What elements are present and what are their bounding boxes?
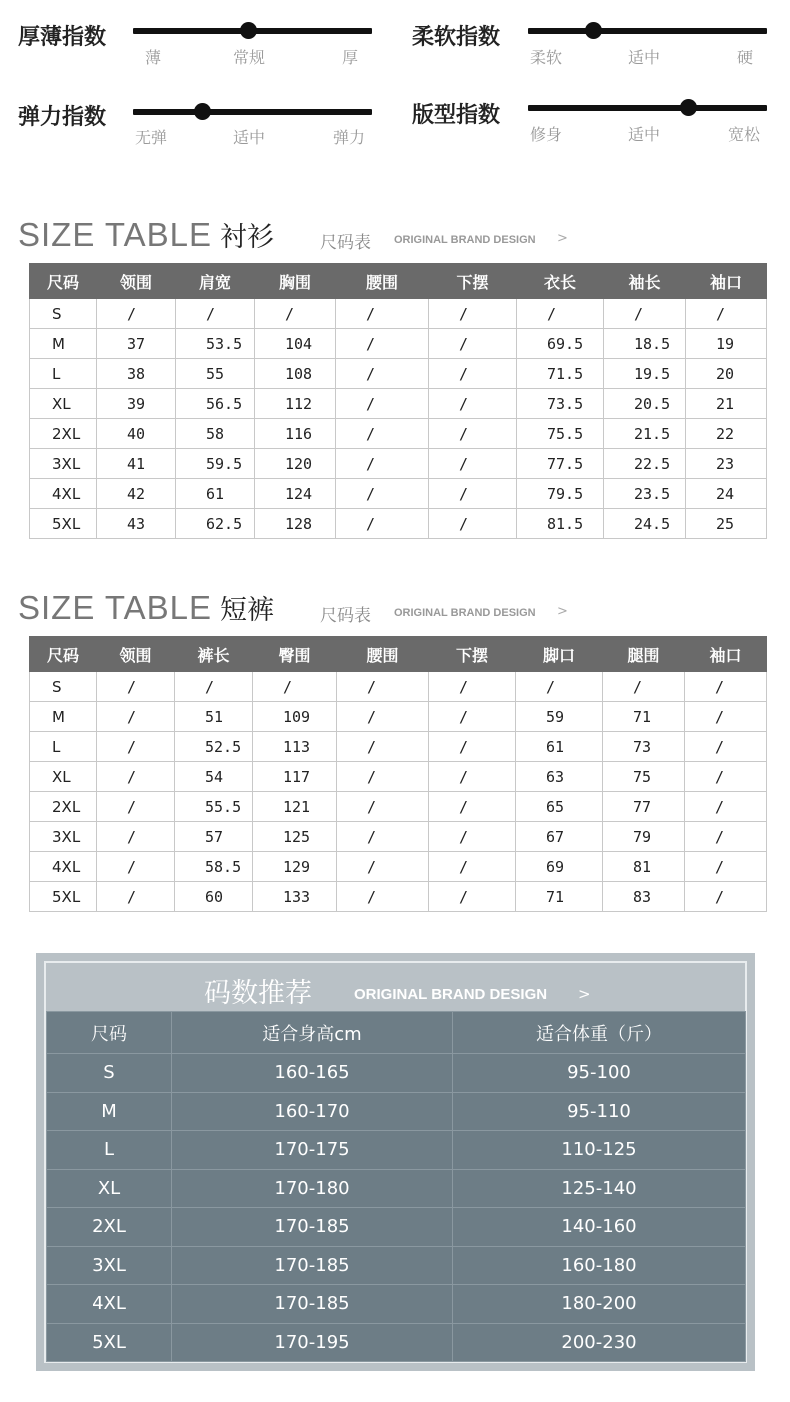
table-row bbox=[30, 449, 767, 479]
value-cell: 51 bbox=[175, 702, 253, 732]
value-cell: / bbox=[97, 702, 175, 732]
value-cell: 117 bbox=[253, 762, 337, 792]
value-cell: 20.5 bbox=[604, 389, 686, 419]
size-recommend-brand: ORIGINAL BRAND DESIGN bbox=[354, 986, 548, 1003]
size-recommend-table bbox=[46, 1011, 746, 1362]
table-row bbox=[47, 1092, 746, 1131]
value-cell: 95-100 bbox=[453, 1054, 746, 1093]
value-cell: / bbox=[97, 882, 175, 912]
table-header-cell: 袖长 bbox=[604, 264, 686, 299]
table-header-cell: 腰围 bbox=[337, 637, 429, 672]
size-cell: 3XL bbox=[30, 449, 97, 479]
index-title: 弹力指数 bbox=[18, 105, 107, 130]
table-header-cell: 臀围 bbox=[253, 637, 337, 672]
value-cell: 170-185 bbox=[172, 1208, 453, 1247]
value-cell: / bbox=[337, 732, 429, 762]
size-cell: 2XL bbox=[30, 792, 97, 822]
value-cell: / bbox=[429, 329, 517, 359]
table-row bbox=[30, 852, 767, 882]
value-cell: / bbox=[337, 702, 429, 732]
table-row bbox=[30, 299, 767, 329]
value-cell: 200-230 bbox=[453, 1323, 746, 1362]
value-cell: / bbox=[429, 389, 517, 419]
value-cell: 23.5 bbox=[604, 479, 686, 509]
size-cell: L bbox=[30, 732, 97, 762]
value-cell: 61 bbox=[516, 732, 603, 762]
table-header-cell: 尺码 bbox=[30, 637, 97, 672]
value-cell: 170-185 bbox=[172, 1285, 453, 1324]
size-cell: M bbox=[47, 1092, 172, 1131]
value-cell: 55.5 bbox=[175, 792, 253, 822]
table-row bbox=[30, 702, 767, 732]
chevron-right-icon: > bbox=[578, 985, 591, 1003]
size-cell: 4XL bbox=[30, 479, 97, 509]
value-cell: / bbox=[429, 852, 516, 882]
table-row bbox=[30, 672, 767, 702]
size-cell: S bbox=[30, 299, 97, 329]
value-cell: 37 bbox=[97, 329, 176, 359]
value-cell: 62.5 bbox=[176, 509, 255, 539]
shorts-section-title bbox=[18, 588, 274, 627]
value-cell: 71.5 bbox=[517, 359, 604, 389]
section-title-en: SIZE TABLE bbox=[18, 589, 213, 626]
section-title-en: SIZE TABLE bbox=[18, 216, 213, 253]
value-cell: 61 bbox=[176, 479, 255, 509]
table-row bbox=[30, 479, 767, 509]
index-label-low: 无弹 bbox=[135, 128, 168, 147]
value-cell: / bbox=[603, 672, 685, 702]
value-cell: 41 bbox=[97, 449, 176, 479]
table-header-cell: 尺码 bbox=[30, 264, 97, 299]
value-cell: 24 bbox=[686, 479, 767, 509]
index-track bbox=[528, 28, 767, 34]
table-header-row bbox=[30, 264, 767, 299]
section-brand: ORIGINAL BRAND DESIGN bbox=[394, 607, 536, 619]
index-label-mid: 适中 bbox=[628, 48, 661, 67]
value-cell: 58.5 bbox=[175, 852, 253, 882]
value-cell: / bbox=[336, 479, 429, 509]
value-cell: 170-195 bbox=[172, 1323, 453, 1362]
value-cell: / bbox=[337, 672, 429, 702]
size-cell: M bbox=[30, 329, 97, 359]
table-row bbox=[30, 792, 767, 822]
value-cell: 77 bbox=[603, 792, 685, 822]
size-cell: S bbox=[47, 1054, 172, 1093]
shirt-size-table bbox=[29, 263, 767, 539]
value-cell: / bbox=[429, 359, 517, 389]
value-cell: 19.5 bbox=[604, 359, 686, 389]
index-track bbox=[133, 109, 372, 115]
index-label-mid: 适中 bbox=[628, 125, 661, 144]
index-title: 版型指数 bbox=[412, 103, 501, 128]
index-thickness bbox=[0, 0, 395, 80]
value-cell: / bbox=[337, 822, 429, 852]
value-cell: / bbox=[429, 762, 516, 792]
value-cell: / bbox=[429, 732, 516, 762]
value-cell: / bbox=[429, 672, 516, 702]
value-cell: / bbox=[255, 299, 336, 329]
section-brand: ORIGINAL BRAND DESIGN bbox=[394, 234, 536, 246]
value-cell: 59 bbox=[516, 702, 603, 732]
value-cell: 69.5 bbox=[517, 329, 604, 359]
value-cell: / bbox=[97, 672, 175, 702]
value-cell: / bbox=[429, 792, 516, 822]
size-cell: 3XL bbox=[30, 822, 97, 852]
value-cell: 57 bbox=[175, 822, 253, 852]
index-track bbox=[528, 105, 767, 111]
index-label-low: 薄 bbox=[145, 48, 162, 67]
value-cell: 113 bbox=[253, 732, 337, 762]
value-cell: 124 bbox=[255, 479, 336, 509]
chevron-right-icon: > bbox=[557, 231, 568, 246]
value-cell: 77.5 bbox=[517, 449, 604, 479]
value-cell: 109 bbox=[253, 702, 337, 732]
table-row bbox=[30, 389, 767, 419]
table-row bbox=[30, 732, 767, 762]
shirt-section-title bbox=[18, 215, 274, 254]
value-cell: 160-180 bbox=[453, 1246, 746, 1285]
value-cell: / bbox=[685, 702, 767, 732]
table-header-cell: 脚口 bbox=[516, 637, 603, 672]
index-knob bbox=[240, 22, 257, 39]
value-cell: 83 bbox=[603, 882, 685, 912]
table-row bbox=[30, 822, 767, 852]
index-label-mid: 常规 bbox=[233, 48, 266, 67]
value-cell: 38 bbox=[97, 359, 176, 389]
index-elasticity bbox=[0, 80, 395, 160]
value-cell: 71 bbox=[516, 882, 603, 912]
value-cell: / bbox=[429, 822, 516, 852]
table-header-cell: 腿围 bbox=[603, 637, 685, 672]
table-header-cell: 肩宽 bbox=[176, 264, 255, 299]
index-fit bbox=[395, 80, 790, 160]
index-title: 柔软指数 bbox=[412, 25, 501, 50]
size-cell: 5XL bbox=[30, 882, 97, 912]
value-cell: 22 bbox=[686, 419, 767, 449]
value-cell: / bbox=[336, 359, 429, 389]
value-cell: / bbox=[685, 852, 767, 882]
value-cell: 73.5 bbox=[517, 389, 604, 419]
table-header-cell: 下摆 bbox=[429, 264, 517, 299]
value-cell: 75 bbox=[603, 762, 685, 792]
value-cell: / bbox=[429, 299, 517, 329]
index-label-low: 柔软 bbox=[530, 48, 563, 67]
table-row bbox=[30, 762, 767, 792]
index-track bbox=[133, 28, 372, 34]
value-cell: 112 bbox=[255, 389, 336, 419]
value-cell: 63 bbox=[516, 762, 603, 792]
value-cell: / bbox=[604, 299, 686, 329]
value-cell: 21.5 bbox=[604, 419, 686, 449]
size-cell: M bbox=[30, 702, 97, 732]
index-label-high: 厚 bbox=[342, 48, 359, 67]
value-cell: 39 bbox=[97, 389, 176, 419]
index-label-high: 弹力 bbox=[333, 128, 366, 147]
value-cell: / bbox=[337, 762, 429, 792]
table-header-cell: 袖口 bbox=[686, 264, 767, 299]
table-row bbox=[30, 882, 767, 912]
size-cell: S bbox=[30, 672, 97, 702]
value-cell: / bbox=[97, 852, 175, 882]
table-row bbox=[47, 1246, 746, 1285]
table-row bbox=[47, 1208, 746, 1247]
size-cell: L bbox=[47, 1131, 172, 1170]
value-cell: 170-180 bbox=[172, 1169, 453, 1208]
value-cell: / bbox=[516, 672, 603, 702]
value-cell: / bbox=[336, 299, 429, 329]
value-cell: 120 bbox=[255, 449, 336, 479]
value-cell: 53.5 bbox=[176, 329, 255, 359]
value-cell: / bbox=[337, 882, 429, 912]
table-header-row bbox=[30, 637, 767, 672]
section-subtitle: 尺码表 bbox=[320, 233, 371, 253]
table-header-cell: 胸围 bbox=[255, 264, 336, 299]
value-cell: 24.5 bbox=[604, 509, 686, 539]
size-cell: XL bbox=[30, 389, 97, 419]
value-cell: 19 bbox=[686, 329, 767, 359]
value-cell: 79.5 bbox=[517, 479, 604, 509]
size-cell: 5XL bbox=[47, 1323, 172, 1362]
value-cell: / bbox=[685, 762, 767, 792]
table-row bbox=[30, 329, 767, 359]
value-cell: 116 bbox=[255, 419, 336, 449]
size-cell: 5XL bbox=[30, 509, 97, 539]
table-row bbox=[30, 359, 767, 389]
value-cell: 121 bbox=[253, 792, 337, 822]
value-cell: / bbox=[517, 299, 604, 329]
value-cell: 133 bbox=[253, 882, 337, 912]
size-cell: 3XL bbox=[47, 1246, 172, 1285]
value-cell: 180-200 bbox=[453, 1285, 746, 1324]
table-header-cell: 领围 bbox=[97, 264, 176, 299]
value-cell: / bbox=[429, 702, 516, 732]
value-cell: / bbox=[337, 852, 429, 882]
shorts-size-table bbox=[29, 636, 767, 912]
value-cell: 160-170 bbox=[172, 1092, 453, 1131]
value-cell: / bbox=[336, 419, 429, 449]
value-cell: / bbox=[336, 449, 429, 479]
value-cell: 59.5 bbox=[176, 449, 255, 479]
table-row bbox=[47, 1169, 746, 1208]
section-title-cn: 短裤 bbox=[220, 595, 275, 626]
value-cell: 52.5 bbox=[175, 732, 253, 762]
value-cell: / bbox=[336, 329, 429, 359]
size-recommend-title: 码数推荐 bbox=[204, 978, 312, 1009]
size-cell: XL bbox=[47, 1169, 172, 1208]
section-subtitle: 尺码表 bbox=[320, 606, 371, 626]
value-cell: 128 bbox=[255, 509, 336, 539]
value-cell: / bbox=[97, 792, 175, 822]
table-header-cell: 衣长 bbox=[517, 264, 604, 299]
index-knob bbox=[585, 22, 602, 39]
size-recommend-panel bbox=[36, 953, 755, 1371]
value-cell: 25 bbox=[686, 509, 767, 539]
table-header-cell: 领围 bbox=[97, 637, 175, 672]
value-cell: / bbox=[337, 792, 429, 822]
value-cell: / bbox=[429, 449, 517, 479]
value-cell: / bbox=[97, 822, 175, 852]
table-row bbox=[30, 419, 767, 449]
chevron-right-icon: > bbox=[557, 604, 568, 619]
table-row bbox=[30, 509, 767, 539]
index-softness bbox=[395, 0, 790, 80]
size-cell: L bbox=[30, 359, 97, 389]
value-cell: 104 bbox=[255, 329, 336, 359]
value-cell: / bbox=[97, 299, 176, 329]
table-header-cell: 腰围 bbox=[336, 264, 429, 299]
value-cell: 65 bbox=[516, 792, 603, 822]
value-cell: 60 bbox=[175, 882, 253, 912]
index-title: 厚薄指数 bbox=[18, 25, 107, 50]
value-cell: 160-165 bbox=[172, 1054, 453, 1093]
value-cell: / bbox=[429, 509, 517, 539]
table-header-cell: 适合身高cm bbox=[172, 1012, 453, 1054]
table-row bbox=[47, 1131, 746, 1170]
value-cell: / bbox=[253, 672, 337, 702]
value-cell: 170-185 bbox=[172, 1246, 453, 1285]
value-cell: / bbox=[97, 732, 175, 762]
size-cell: 4XL bbox=[30, 852, 97, 882]
size-cell: 2XL bbox=[47, 1208, 172, 1247]
value-cell: / bbox=[429, 882, 516, 912]
table-header-cell: 袖口 bbox=[685, 637, 767, 672]
value-cell: 69 bbox=[516, 852, 603, 882]
value-cell: 56.5 bbox=[176, 389, 255, 419]
index-label-low: 修身 bbox=[530, 125, 563, 144]
value-cell: / bbox=[685, 792, 767, 822]
value-cell: 81 bbox=[603, 852, 685, 882]
value-cell: 55 bbox=[176, 359, 255, 389]
value-cell: 54 bbox=[175, 762, 253, 792]
table-header-row bbox=[47, 1012, 746, 1054]
value-cell: 140-160 bbox=[453, 1208, 746, 1247]
value-cell: 170-175 bbox=[172, 1131, 453, 1170]
value-cell: 125 bbox=[253, 822, 337, 852]
section-title-cn: 衬衫 bbox=[220, 222, 275, 253]
table-row bbox=[47, 1285, 746, 1324]
value-cell: 79 bbox=[603, 822, 685, 852]
value-cell: / bbox=[175, 672, 253, 702]
index-label-mid: 适中 bbox=[233, 128, 266, 147]
value-cell: / bbox=[685, 732, 767, 762]
value-cell: 108 bbox=[255, 359, 336, 389]
value-cell: / bbox=[685, 672, 767, 702]
value-cell: 43 bbox=[97, 509, 176, 539]
value-cell: 20 bbox=[686, 359, 767, 389]
value-cell: 67 bbox=[516, 822, 603, 852]
size-cell: 2XL bbox=[30, 419, 97, 449]
value-cell: 23 bbox=[686, 449, 767, 479]
table-header-cell: 裤长 bbox=[175, 637, 253, 672]
value-cell: 71 bbox=[603, 702, 685, 732]
size-cell: 4XL bbox=[47, 1285, 172, 1324]
value-cell: 125-140 bbox=[453, 1169, 746, 1208]
value-cell: / bbox=[336, 389, 429, 419]
table-header-cell: 下摆 bbox=[429, 637, 516, 672]
value-cell: / bbox=[176, 299, 255, 329]
table-header-cell: 尺码 bbox=[47, 1012, 172, 1054]
value-cell: 95-110 bbox=[453, 1092, 746, 1131]
value-cell: 110-125 bbox=[453, 1131, 746, 1170]
table-header-cell: 适合体重（斤） bbox=[453, 1012, 746, 1054]
value-cell: 58 bbox=[176, 419, 255, 449]
value-cell: 42 bbox=[97, 479, 176, 509]
index-knob bbox=[194, 103, 211, 120]
value-cell: / bbox=[336, 509, 429, 539]
index-label-high: 硬 bbox=[737, 48, 754, 67]
value-cell: 40 bbox=[97, 419, 176, 449]
value-cell: / bbox=[685, 822, 767, 852]
table-row bbox=[47, 1054, 746, 1093]
value-cell: 81.5 bbox=[517, 509, 604, 539]
value-cell: 22.5 bbox=[604, 449, 686, 479]
value-cell: 21 bbox=[686, 389, 767, 419]
value-cell: 18.5 bbox=[604, 329, 686, 359]
value-cell: / bbox=[429, 419, 517, 449]
value-cell: 75.5 bbox=[517, 419, 604, 449]
size-recommend-frame bbox=[44, 961, 747, 1363]
value-cell: / bbox=[686, 299, 767, 329]
size-cell: XL bbox=[30, 762, 97, 792]
index-label-high: 宽松 bbox=[728, 125, 761, 144]
table-row bbox=[47, 1323, 746, 1362]
value-cell: / bbox=[685, 882, 767, 912]
value-cell: / bbox=[97, 762, 175, 792]
value-cell: 129 bbox=[253, 852, 337, 882]
index-knob bbox=[680, 99, 697, 116]
value-cell: 73 bbox=[603, 732, 685, 762]
size-recommend-header bbox=[46, 963, 745, 1011]
value-cell: / bbox=[429, 479, 517, 509]
